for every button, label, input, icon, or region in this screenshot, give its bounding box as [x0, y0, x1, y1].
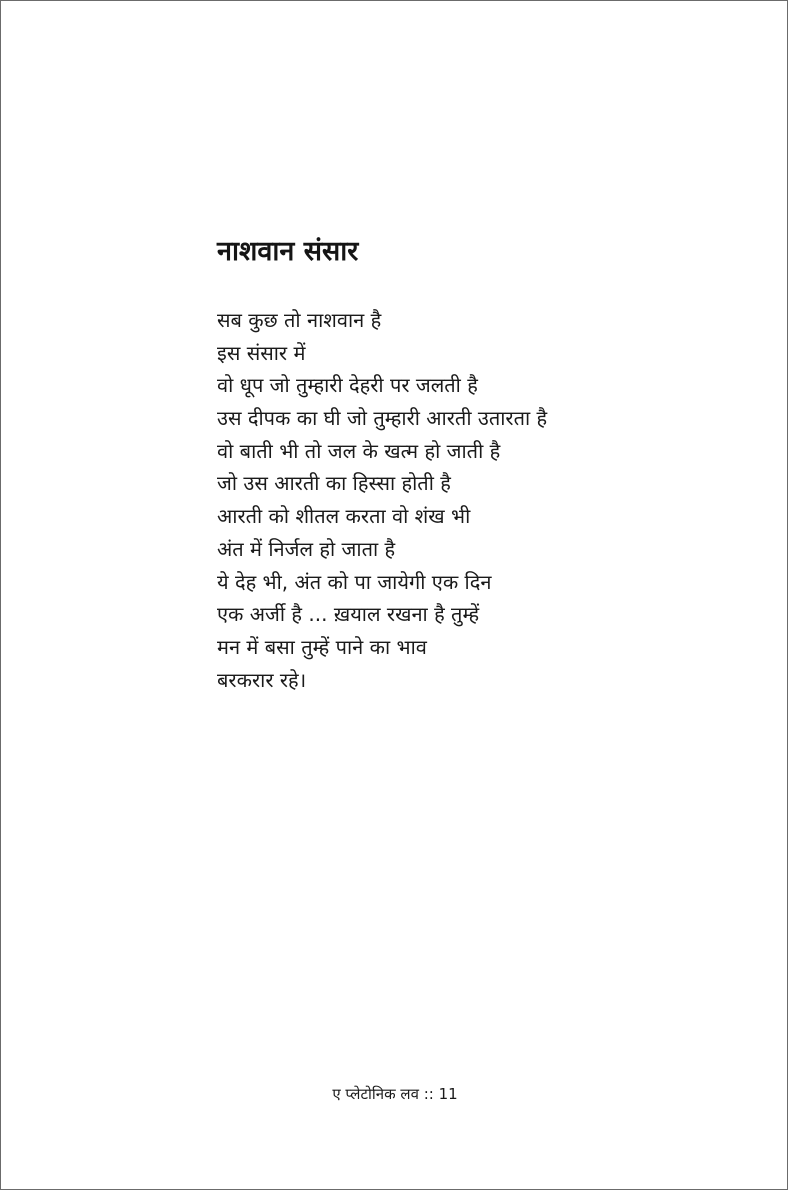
poem-body [217, 304, 547, 696]
page-number: 11 [438, 1085, 458, 1103]
poem-title: नाशवान संसार [217, 236, 359, 267]
page-footer [1, 1082, 788, 1106]
poem-line: आरती को शीतल करता वो शंख भी [217, 504, 471, 529]
poem-line: बरकरार रहे। [217, 667, 307, 692]
footer-book-title: ए प्लेटोनिक लव [332, 1085, 419, 1103]
poem-line: वो बाती भी तो जल के खत्म हो जाती है [217, 438, 501, 463]
footer-separator: :: [423, 1085, 434, 1103]
poem-line: उस दीपक का घी जो तुम्हारी आरती उतारता है [217, 406, 548, 431]
poem-line: मन में बसा तुम्हें पाने का भाव [217, 634, 427, 659]
poem-line: वो धूप जो तुम्हारी देहरी पर जलती है [217, 373, 478, 398]
poem-line: सब कुछ तो नाशवान है [217, 308, 382, 332]
poem-line: एक अर्जी है ... ख़याल रखना है तुम्हें [217, 602, 480, 627]
poem-line: ये देह भी, अंत को पा जायेगी एक दिन [217, 569, 492, 594]
poem-line: जो उस आरती का हिस्सा होती है [217, 471, 451, 496]
poem-line: अंत में निर्जल हो जाता है [217, 536, 396, 561]
poem-line: इस संसार में [217, 340, 306, 365]
